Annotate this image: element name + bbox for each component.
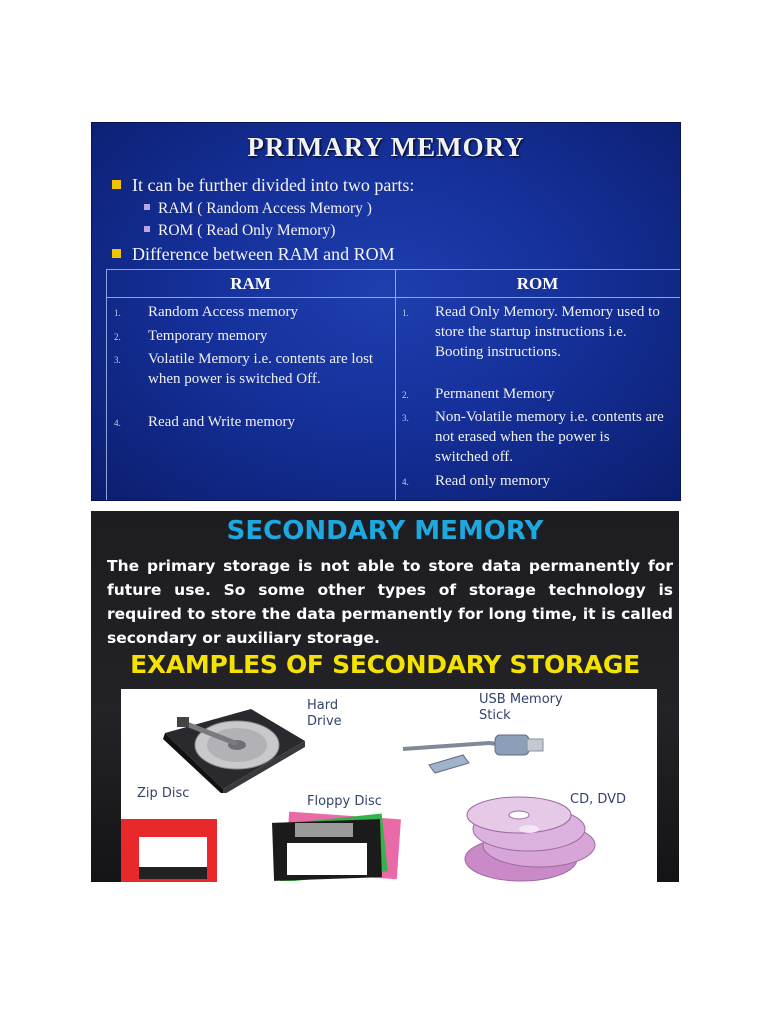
list-number: 1. — [114, 308, 121, 318]
hard-drive-label: Hard Drive — [307, 698, 342, 729]
examples-heading: EXAMPLES OF SECONDARY STORAGE — [130, 650, 640, 679]
square-bullet-icon — [112, 180, 121, 189]
floppy-disc-icon — [267, 809, 407, 881]
table-divider — [395, 269, 396, 500]
ram-item: Volatile Memory i.e. contents are lost when power is switched Off. — [148, 351, 374, 387]
zip-disc-label: Zip Disc — [137, 786, 190, 801]
sub-bullet-text: ROM ( Read Only Memory) — [158, 222, 336, 239]
cd-dvd-label: CD, DVD — [570, 792, 627, 807]
list-number: 4. — [114, 418, 121, 428]
slide-title: PRIMARY MEMORY — [247, 132, 525, 162]
square-bullet-icon — [112, 249, 121, 258]
hard-drive-icon — [159, 703, 309, 793]
description-paragraph: The primary storage is not able to store data permanently for future use. So some other types of storage technology is required to store the data permanently for long time, it is called secondary or auxiliary storage. — [107, 557, 673, 647]
ram-item: Read and Write memory — [148, 414, 295, 430]
bullet-item — [112, 244, 395, 265]
table-border — [106, 297, 680, 298]
table-border — [106, 269, 107, 500]
bullet-text: It can be further divided into two parts: — [132, 175, 415, 195]
sub-bullet-item — [144, 200, 372, 218]
rom-item: Permanent Memory — [435, 386, 555, 402]
square-bullet-icon — [144, 204, 150, 210]
ram-item: Temporary memory — [148, 328, 268, 344]
list-number: 3. — [114, 355, 121, 365]
list-number: 2. — [114, 332, 121, 342]
ram-item: Random Access memory — [148, 304, 298, 320]
list-number: 4. — [402, 477, 409, 487]
rom-item: Read Only Memory. Memory used to store the startup instructions i.e. Booting instructions. — [435, 304, 660, 360]
rom-item: Non-Volatile memory i.e. contents are not erased when the power is switched off. — [435, 409, 664, 465]
zip-disc-icon — [121, 815, 221, 882]
rom-item: Read only memory — [435, 473, 550, 489]
slide-title: SECONDARY MEMORY — [226, 516, 544, 546]
floppy-disc-label: Floppy Disc — [307, 794, 382, 809]
bullet-item — [112, 175, 414, 196]
list-number: 1. — [402, 308, 409, 318]
sub-bullet-item — [144, 222, 335, 240]
table-header-rom: ROM — [516, 274, 559, 293]
comparison-table — [106, 269, 680, 500]
secondary-memory-slide — [91, 511, 679, 882]
table-border — [106, 269, 680, 270]
table-header-ram: RAM — [230, 274, 271, 293]
storage-examples-image — [121, 689, 657, 882]
list-number: 2. — [402, 390, 409, 400]
sub-bullet-text: RAM ( Random Access Memory ) — [158, 200, 372, 217]
list-number: 3. — [402, 413, 409, 423]
usb-stick-icon — [399, 729, 549, 779]
primary-memory-slide — [91, 122, 681, 501]
square-bullet-icon — [144, 226, 150, 232]
bullet-text: Difference between RAM and ROM — [132, 244, 395, 264]
usb-label: USB Memory Stick — [479, 692, 563, 723]
